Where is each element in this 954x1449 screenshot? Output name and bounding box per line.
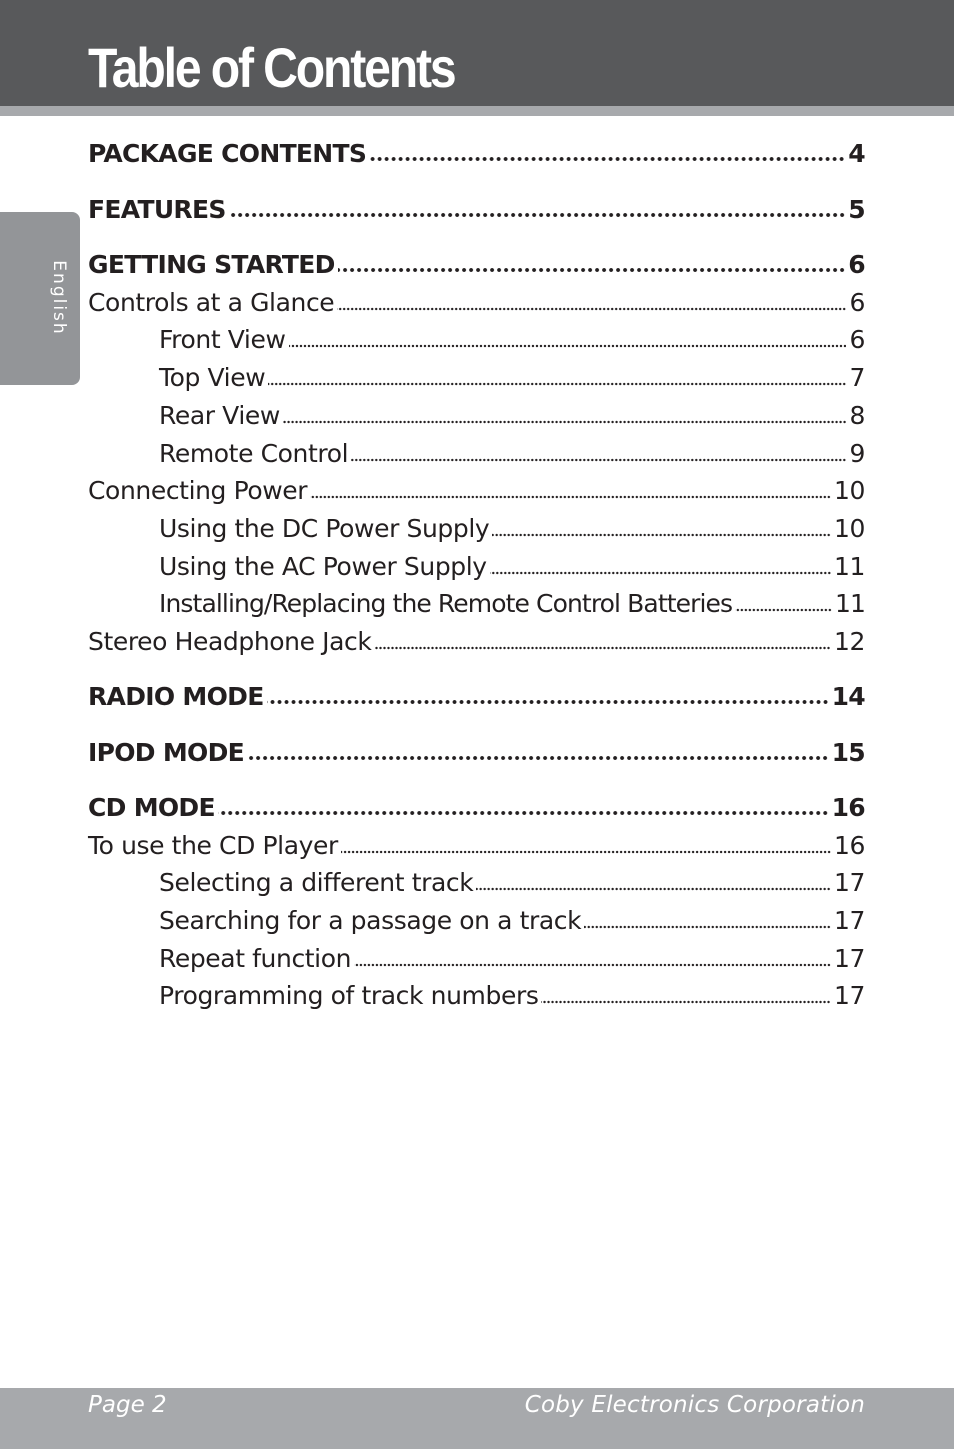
dot-leader	[267, 699, 829, 705]
dot-leader	[476, 887, 831, 891]
toc-entry-page: 17	[833, 944, 865, 973]
language-tab-label: English	[49, 260, 69, 336]
toc-entry-page: 17	[833, 906, 865, 935]
toc-entry-selecting-track[interactable]	[88, 866, 865, 900]
dot-leader	[490, 571, 831, 575]
toc-entry-title: Stereo Headphone Jack	[88, 627, 372, 656]
toc-entry-cd-mode[interactable]	[88, 791, 865, 825]
toc-entry-page: 6	[849, 325, 865, 354]
toc-entry-dc-power-supply[interactable]	[88, 512, 865, 546]
toc-entry-page: 4	[848, 139, 865, 168]
toc-entry-page: 16	[831, 793, 865, 822]
dot-leader	[374, 646, 831, 650]
toc-entry-title: Remote Control	[159, 439, 349, 468]
toc-entry-title: IPOD MODE	[88, 738, 244, 767]
toc-entry-title: FEATURES	[88, 195, 226, 224]
toc-entry-title: Top View	[159, 363, 266, 392]
toc-entry-title: GETTING STARTED	[88, 250, 335, 279]
toc-entry-ipod-mode[interactable]	[88, 736, 865, 770]
footer-page-number: Page 2	[88, 1392, 167, 1418]
toc-entry-title: Controls at a Glance	[88, 288, 335, 317]
dot-leader	[492, 533, 831, 537]
dot-leader	[735, 608, 832, 612]
dot-leader	[584, 925, 831, 929]
header-rule	[0, 106, 954, 116]
dot-leader	[541, 1000, 831, 1004]
dot-leader	[369, 156, 845, 162]
toc-entry-front-view[interactable]	[88, 323, 865, 357]
toc-entry-page: 9	[849, 439, 865, 468]
dot-leader	[351, 458, 846, 462]
toc-entry-title: Using the AC Power Supply	[159, 552, 487, 581]
toc-entry-page: 6	[849, 288, 865, 317]
toc-entry-title: Rear View	[159, 401, 280, 430]
dot-leader	[218, 810, 829, 816]
toc-entry-page: 17	[833, 868, 865, 897]
toc-entry-title: RADIO MODE	[88, 682, 264, 711]
dot-leader	[354, 963, 831, 967]
dot-leader	[341, 850, 831, 854]
toc-entry-page: 7	[849, 363, 865, 392]
toc-entry-title: PACKAGE CONTENTS	[88, 139, 367, 168]
toc-entry-page: 10	[833, 514, 865, 543]
toc-entry-page: 6	[848, 250, 865, 279]
dot-leader	[289, 344, 847, 348]
toc-entry-title: CD MODE	[88, 793, 215, 822]
dot-leader	[337, 307, 846, 311]
toc-entry-stereo-headphone-jack[interactable]	[88, 625, 865, 659]
toc-entry-page: 8	[849, 401, 865, 430]
toc-entry-connecting-power[interactable]	[88, 474, 865, 508]
toc-entry-repeat-function[interactable]	[88, 942, 865, 976]
toc-entry-remote-control[interactable]	[88, 437, 865, 471]
toc-entry-title: Using the DC Power Supply	[159, 514, 490, 543]
toc-entry-searching-passage[interactable]	[88, 904, 865, 938]
dot-leader	[268, 382, 846, 386]
toc-entry-page: 17	[833, 981, 865, 1010]
toc-entry-top-view[interactable]	[88, 361, 865, 395]
toc-entry-title: Front View	[159, 325, 286, 354]
toc-entry-rear-view[interactable]	[88, 399, 865, 433]
toc-entry-title: Connecting Power	[88, 476, 308, 505]
toc-entry-page: 14	[831, 682, 865, 711]
toc-entry-ac-power-supply[interactable]	[88, 550, 865, 584]
toc-entry-title: Programming of track numbers	[159, 981, 539, 1010]
toc-entry-title: Searching for a passage on a track	[159, 906, 582, 935]
toc-entry-page: 10	[833, 476, 865, 505]
toc-entry-page: 15	[831, 738, 865, 767]
toc-entry-title: To use the CD Player	[88, 831, 338, 860]
toc-entry-controls-at-a-glance[interactable]	[88, 286, 865, 320]
toc-entry-page: 12	[833, 627, 865, 656]
toc-entry-features[interactable]	[88, 193, 865, 227]
toc-entry-page: 11	[834, 589, 865, 618]
toc-entry-package-contents[interactable]	[88, 137, 865, 171]
toc-entry-radio-mode[interactable]	[88, 680, 865, 714]
toc-entry-title: Repeat function	[159, 944, 352, 973]
dot-leader	[310, 495, 831, 499]
toc-entry-page: 5	[848, 195, 865, 224]
toc-entry-use-cd-player[interactable]	[88, 829, 865, 863]
dot-leader	[283, 420, 847, 424]
toc-entry-programming-tracks[interactable]	[88, 979, 865, 1013]
toc-entry-title: Installing/Replacing the Remote Control Batteries	[159, 589, 733, 618]
dot-leader	[338, 267, 846, 273]
footer-company-name: Coby Electronics Corporation	[524, 1392, 865, 1418]
dot-leader	[247, 755, 829, 761]
toc-entry-getting-started[interactable]	[88, 248, 865, 282]
dot-leader	[229, 212, 846, 218]
page-title: Table of Contents	[88, 36, 455, 99]
toc-entry-remote-batteries[interactable]	[88, 587, 865, 621]
toc-entry-title: Selecting a different track	[159, 868, 474, 897]
toc-entry-page: 11	[833, 552, 865, 581]
toc-entry-page: 16	[833, 831, 865, 860]
